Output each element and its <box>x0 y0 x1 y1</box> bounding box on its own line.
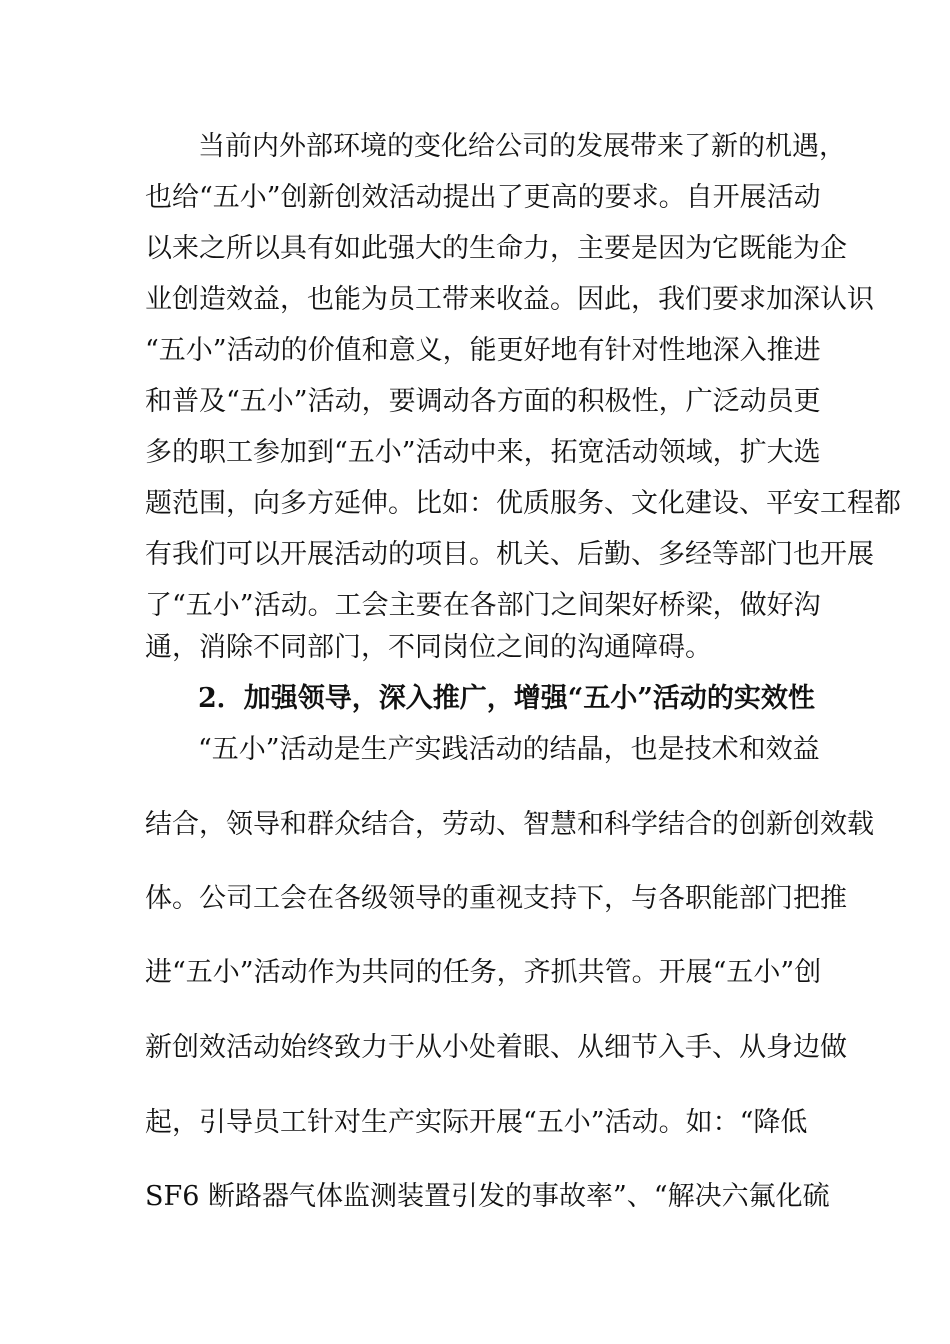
paragraph-2-line-6: 起，引导员工针对生产实际开展“五小”活动。如：“降低 <box>145 1107 808 1138</box>
paragraph-1-line-4: 业创造效益，也能为员工带来收益。因此，我们要求加深认识 <box>145 284 874 315</box>
paragraph-2-line-3: 体。公司工会在各级领导的重视支持下，与各职能部门把推 <box>145 883 847 914</box>
paragraph-2-line-7: SF6 断路器气体监测装置引发的事故率”、“解决六氟化硫 <box>145 1181 830 1212</box>
paragraph-1-line-8: 题范围，向多方延伸。比如：优质服务、文化建设、平安工程都 <box>145 488 901 519</box>
section-heading: 2．加强领导，深入推广，增强“五小”活动的实效性 <box>198 683 815 714</box>
paragraph-2-line-2: 结合，领导和群众结合，劳动、智慧和科学结合的创新创效载 <box>145 809 874 840</box>
paragraph-1-line-9: 有我们可以开展活动的项目。机关、后勤、多经等部门也开展 <box>145 539 874 570</box>
paragraph-1-line-6: 和普及“五小”活动，要调动各方面的积极性，广泛动员更 <box>145 386 821 417</box>
paragraph-2-line-4: 进“五小”活动作为共同的任务，齐抓共管。开展“五小”创 <box>145 957 822 988</box>
paragraph-1-line-7: 多的职工参加到“五小”活动中来，拓宽活动领域，扩大选 <box>145 437 821 468</box>
paragraph-1-line-3: 以来之所以具有如此强大的生命力，主要是因为它既能为企 <box>145 233 847 264</box>
paragraph-1-line-10: 了“五小”活动。工会主要在各部门之间架好桥梁，做好沟 <box>145 590 821 621</box>
paragraph-1-line-11: 通，消除不同部门，不同岗位之间的沟通障碍。 <box>145 632 712 663</box>
paragraph-2-line-1: “五小”活动是生产实践活动的结晶，也是技术和效益 <box>198 734 820 765</box>
paragraph-2-line-5: 新创效活动始终致力于从小处着眼、从细节入手、从身边做 <box>145 1032 847 1063</box>
paragraph-1-line-2: 也给“五小”创新创效活动提出了更高的要求。自开展活动 <box>145 182 821 213</box>
paragraph-1-line-1: 当前内外部环境的变化给公司的发展带来了新的机遇， <box>198 131 846 162</box>
paragraph-1-line-5: “五小”活动的价值和意义，能更好地有针对性地深入推进 <box>145 335 821 366</box>
